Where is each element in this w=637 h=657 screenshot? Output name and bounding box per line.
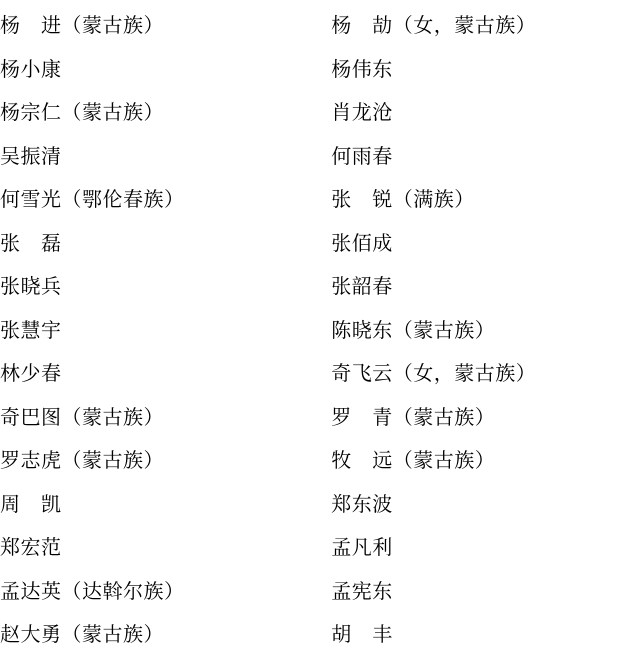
person-name: 张晓兵 — [0, 274, 62, 298]
person-name: 张韶春 — [331, 274, 393, 298]
name-cell-left — [0, 135, 331, 179]
name-cell-right — [331, 265, 637, 309]
person-name: 张 锐（满族） — [331, 187, 475, 211]
person-name: 奇飞云（女，蒙古族） — [331, 361, 537, 385]
name-cell-left — [0, 4, 331, 48]
person-name: 郑东波 — [331, 491, 393, 516]
table-row — [0, 570, 637, 614]
name-cell-right — [331, 613, 637, 657]
person-name: 张 磊 — [0, 230, 62, 255]
table-row — [0, 613, 637, 657]
table-row — [0, 4, 637, 48]
name-list-table — [0, 4, 637, 657]
name-cell-left — [0, 483, 331, 527]
name-cell-left — [0, 309, 331, 353]
name-cell-left — [0, 439, 331, 483]
table-row — [0, 439, 637, 483]
person-name: 林少春 — [0, 361, 62, 385]
name-cell-right — [331, 222, 637, 266]
name-cell-left — [0, 265, 331, 309]
person-name: 何雨春 — [331, 143, 393, 168]
person-name: 孟达英（达斡尔族） — [0, 578, 185, 603]
person-name: 牧 远（蒙古族） — [331, 448, 496, 472]
person-name: 陈晓东（蒙古族） — [331, 317, 496, 342]
table-row — [0, 265, 637, 309]
name-cell-right — [331, 439, 637, 483]
name-cell-right — [331, 91, 637, 135]
table-row — [0, 483, 637, 527]
table-row — [0, 526, 637, 570]
name-cell-right — [331, 570, 637, 614]
name-cell-right — [331, 135, 637, 179]
name-cell-left — [0, 613, 331, 657]
table-row — [0, 352, 637, 396]
person-name: 罗志虎（蒙古族） — [0, 448, 164, 472]
table-row — [0, 48, 637, 92]
name-cell-right — [331, 483, 637, 527]
table-row — [0, 135, 637, 179]
person-name: 杨小康 — [0, 56, 62, 81]
person-name: 郑宏范 — [0, 535, 62, 559]
table-row — [0, 178, 637, 222]
person-name: 何雪光（鄂伦春族） — [0, 187, 185, 211]
person-name: 周 凯 — [0, 491, 62, 516]
person-name: 赵大勇（蒙古族） — [0, 622, 164, 646]
person-name: 吴振清 — [0, 143, 62, 168]
name-cell-left — [0, 352, 331, 396]
name-cell-right — [331, 526, 637, 570]
person-name: 孟宪东 — [331, 578, 393, 603]
person-name: 杨 进（蒙古族） — [0, 13, 164, 37]
name-cell-left — [0, 222, 331, 266]
person-name: 肖龙沧 — [331, 100, 393, 124]
name-cell-right — [331, 309, 637, 353]
name-cell-left — [0, 91, 331, 135]
name-cell-left — [0, 178, 331, 222]
name-cell-left — [0, 570, 331, 614]
name-cell-right — [331, 4, 637, 48]
table-row — [0, 222, 637, 266]
name-cell-right — [331, 396, 637, 440]
person-name: 奇巴图（蒙古族） — [0, 404, 164, 429]
name-list-body — [0, 4, 637, 657]
person-name: 张慧宇 — [0, 317, 62, 342]
name-cell-left — [0, 396, 331, 440]
table-row — [0, 91, 637, 135]
name-cell-right — [331, 352, 637, 396]
person-name: 杨伟东 — [331, 56, 393, 81]
person-name: 胡 丰 — [331, 622, 393, 646]
name-cell-right — [331, 48, 637, 92]
table-row — [0, 309, 637, 353]
table-row — [0, 396, 637, 440]
name-cell-right — [331, 178, 637, 222]
name-cell-left — [0, 526, 331, 570]
name-cell-left — [0, 48, 331, 92]
person-name: 张佰成 — [331, 230, 393, 255]
person-name: 孟凡利 — [331, 535, 393, 559]
person-name: 杨宗仁（蒙古族） — [0, 100, 164, 124]
person-name: 杨 劼（女，蒙古族） — [331, 13, 537, 37]
person-name: 罗 青（蒙古族） — [331, 404, 496, 429]
